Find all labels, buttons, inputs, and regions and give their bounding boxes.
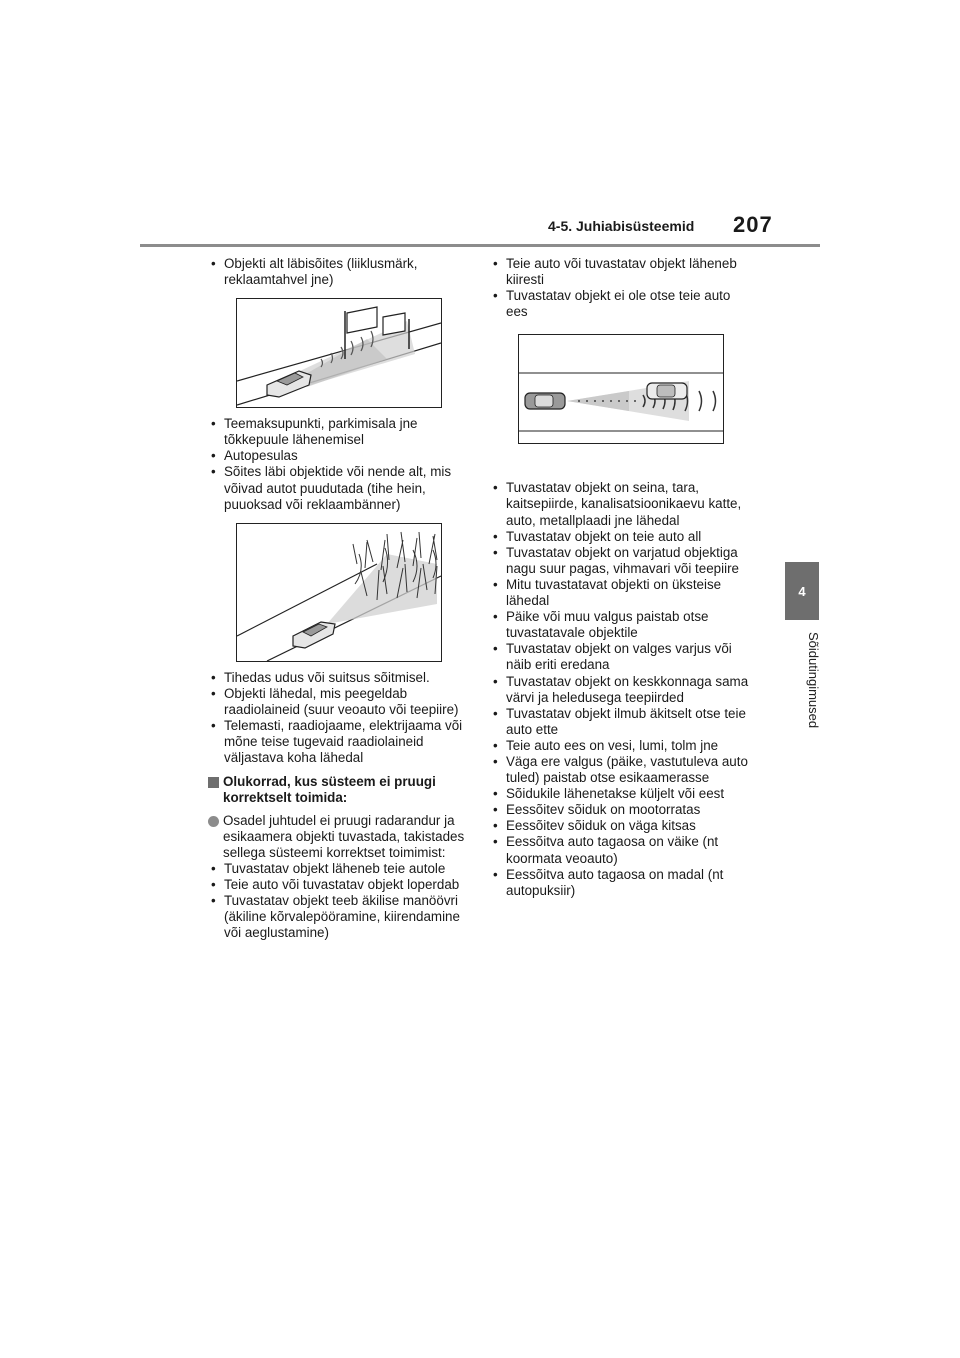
header-rule [140, 244, 820, 247]
bullet-list-5 [490, 256, 755, 320]
bullet-list-1 [208, 256, 470, 288]
target-car-icon [647, 383, 687, 399]
square-bullet-icon [208, 777, 219, 788]
list-item: • Eessõitev sõiduk on väga kitsas [490, 818, 755, 834]
circle-bullet-icon [208, 816, 219, 827]
bullet-list-4 [208, 861, 470, 941]
bullet-list-2 [208, 416, 470, 513]
ego-car-icon [525, 393, 565, 409]
list-item: • Päike või muu valgus paistab otse tuvastatavale objektile [490, 609, 755, 641]
list-item: • Eessõitva auto tagaosa on madal (nt autopuksiir) [490, 867, 755, 899]
offset-vehicle-illustration [519, 335, 723, 443]
list-item: • Tuvastatav objekt ei ole otse teie auto ees [490, 288, 755, 320]
list-item: • Tihedas udus või suitsus sõitmisel. [208, 670, 470, 686]
figure-tall-grass [236, 523, 442, 662]
section-title: 4-5. Juhiabisüsteemid [548, 218, 695, 234]
list-item: • Tuvastatav objekt teeb äkilise manöövri (äkiline kõrvalepööramine, kiirendamine või aeglustamine) [208, 893, 470, 941]
heading-text: Olukorrad, kus süsteem ei pruugi korrektselt toimida: [223, 774, 436, 806]
list-item: • Sõidukile lähenetakse küljelt või eest [490, 786, 755, 802]
list-item: • Eessõitva auto tagaosa on väike (nt koormata veoauto) [490, 834, 755, 866]
list-item: • Tuvastatav objekt on keskkonnaga sama värvi ja heledusega teepiirded [490, 674, 755, 706]
list-item: • Objekti lähedal, mis peegeldab raadiolaineid (suur veoauto või teepiire) [208, 686, 470, 718]
page-number: 207 [733, 212, 773, 237]
chapter-title: Sõidutingimused [806, 632, 821, 729]
section-heading [208, 774, 470, 806]
list-item: • Teie auto või tuvastatav objekt läheneb kiiresti [490, 256, 755, 288]
list-item: • Mitu tuvastatavat objekti on üksteise lähedal [490, 577, 755, 609]
chapter-tab [785, 562, 819, 620]
list-item: • Sõites läbi objektide või nende alt, mis võivad autot puudutada (tihe hein, puuoksad või reklaambänner) [208, 464, 470, 512]
list-item: • Väga ere valgus (päike, vastutuleva auto tuled) paistab otse esikaamerasse [490, 754, 755, 786]
left-column [208, 256, 470, 941]
car-icon [293, 622, 335, 648]
list-item: • Autopesulas [208, 448, 470, 464]
figure-overhead-sign [236, 298, 442, 408]
overhead-sign-illustration [237, 299, 441, 407]
intro-paragraph [208, 813, 470, 861]
list-item: • Teie auto ees on vesi, lumi, tolm jne [490, 738, 755, 754]
list-item: • Teie auto või tuvastatav objekt loperdab [208, 877, 470, 893]
paragraph-text: Osadel juhtudel ei pruugi radarandur ja esikaamera objekti tuvastada, takistades sellega süsteemi korrektset toimimist: [223, 812, 465, 860]
list-item: • Tuvastatav objekt läheneb teie autole [208, 861, 470, 877]
bullet-list-6 [490, 480, 755, 898]
list-item: • Tuvastatav objekt on valges varjus või näib eriti eredana [490, 641, 755, 673]
list-item: • Teemaksupunkti, parkimisala jne tõkkepuule lähenemisel [208, 416, 470, 448]
right-column [490, 256, 755, 899]
list-item: • Eessõitev sõiduk on mootorratas [490, 802, 755, 818]
bullet-list-3 [208, 670, 470, 767]
list-item: • Tuvastatav objekt on seina, tara, kaitsepiirde, kanalisatsioonikaevu katte, auto, metallplaadi jne lähedal [490, 480, 755, 528]
list-item: • Telemasti, raadiojaame, elektrijaama või mõne teise tugevaid raadiolaineid väljastava koha lähedal [208, 718, 470, 766]
list-item: • Tuvastatav objekt on varjatud objektiga nagu suur pagas, vihmavari või teepiire [490, 545, 755, 577]
list-item: • Objekti alt läbisõites (liiklusmärk, reklaamtahvel jne) [208, 256, 470, 288]
list-item: • Tuvastatav objekt ilmub äkitselt otse teie auto ette [490, 706, 755, 738]
list-item: • Tuvastatav objekt on teie auto all [490, 529, 755, 545]
chapter-number: 4 [798, 583, 806, 599]
tall-grass-illustration [237, 524, 441, 661]
figure-offset-vehicle [518, 334, 724, 444]
